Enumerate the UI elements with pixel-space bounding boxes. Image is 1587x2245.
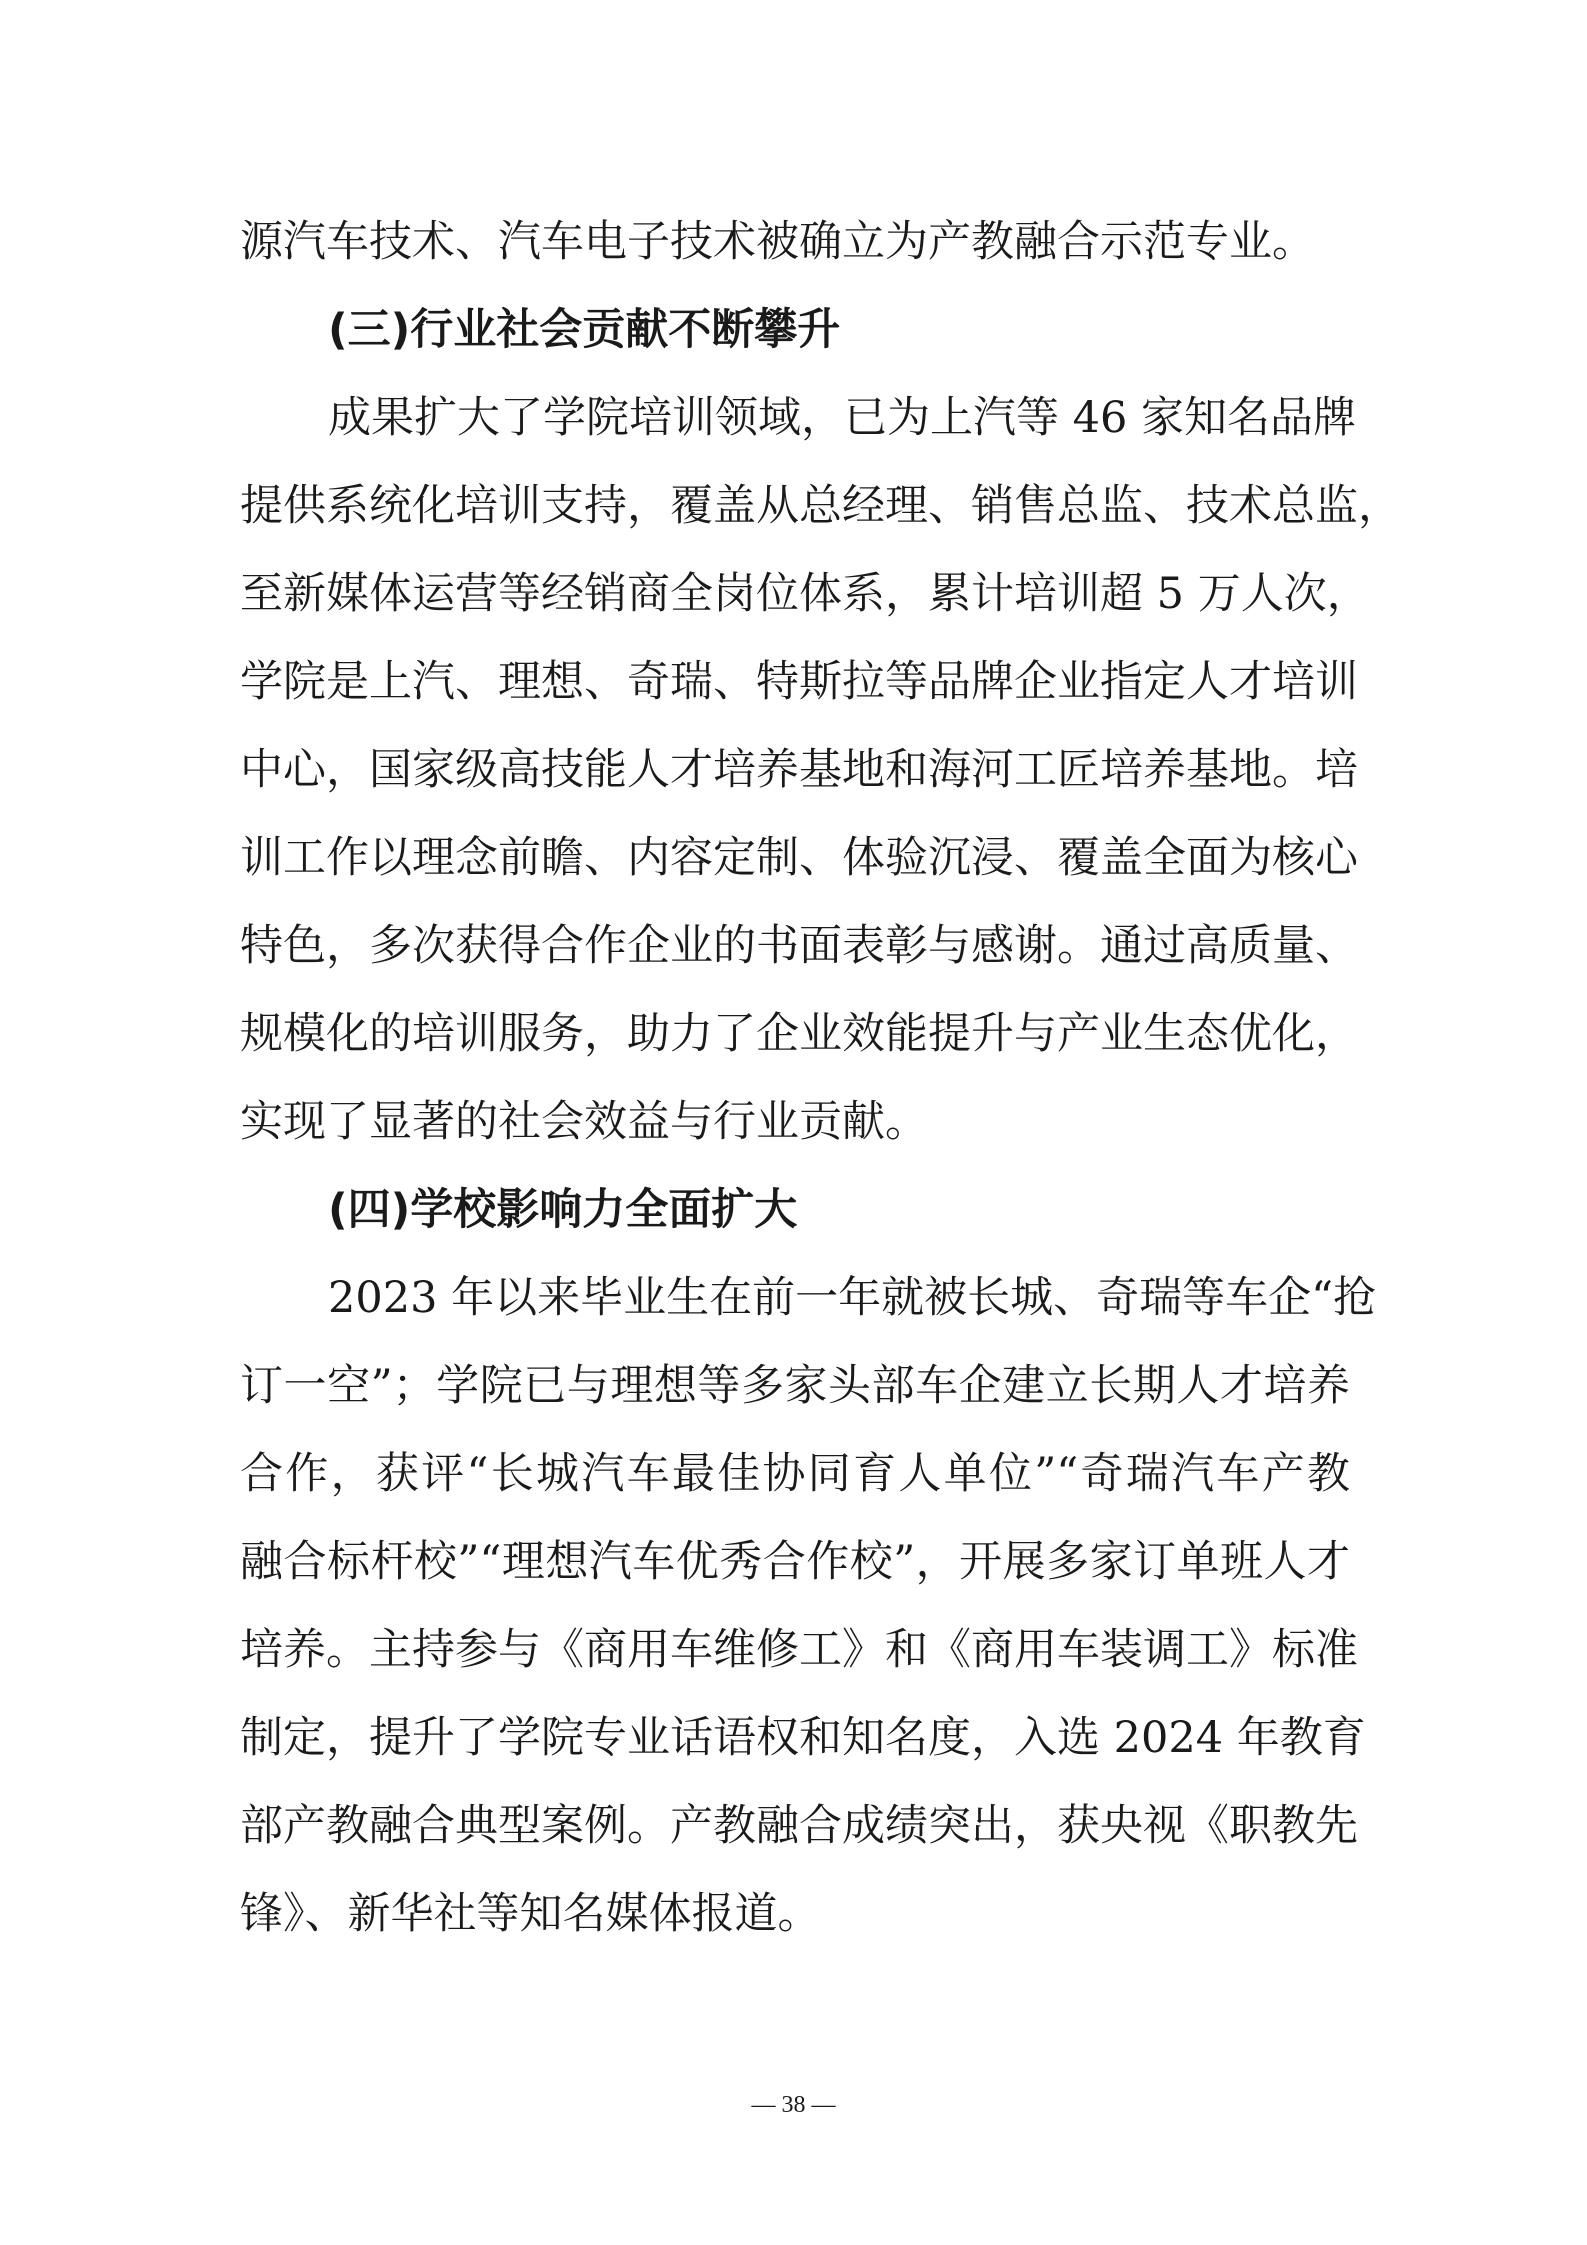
paragraph-line: 训工作以理念前瞻、内容定制、体验沉浸、覆盖全面为核心 (240, 833, 1358, 883)
paragraph-line: 中心，国家级高技能人才培养基地和海河工匠培养基地。培 (240, 745, 1358, 795)
section-heading: (四)学校影响力全面扩大 (328, 1185, 798, 1235)
document-body (240, 198, 1401, 1958)
paragraph-line: 至新媒体运营等经销商全岗位体系，累计培训超 5 万人次， (240, 569, 1370, 619)
paragraph-line: 特色，多次获得合作企业的书面表彰与感谢。通过高质量、 (240, 921, 1358, 971)
paragraph-line: 融合标杆校”“理想汽车优秀合作校”，开展多家订单班人才 (240, 1537, 1350, 1587)
paragraph-line: 订一空”；学院已与理想等多家头部车企建立长期人才培养 (240, 1361, 1350, 1411)
paragraph-line: 规模化的培训服务，助力了企业效能提升与产业生态优化， (240, 1009, 1358, 1059)
paragraph-line: 成果扩大了学院培训领域，已为上汽等 46 家知名品牌 (328, 393, 1357, 443)
paragraph-line: 锋》、新华社等知名媒体报道。 (240, 1889, 821, 1939)
page-number: — 38 — (751, 2092, 836, 2118)
paragraph-line: 实现了显著的社会效益与行业贡献。 (240, 1097, 928, 1147)
section-heading: (三)行业社会贡献不断攀升 (328, 305, 841, 355)
paragraph-line: 2023 年以来毕业生在前一年就被长城、奇瑞等车企“抢 (328, 1273, 1377, 1323)
paragraph-line: 部产教融合典型案例。产教融合成绩突出，获央视《职教先 (240, 1801, 1358, 1851)
paragraph-line: 源汽车技术、汽车电子技术被确立为产教融合示范专业。 (240, 217, 1315, 267)
paragraph-line: 学院是上汽、理想、奇瑞、特斯拉等品牌企业指定人才培训 (240, 657, 1358, 707)
paragraph-line: 培养。主持参与《商用车维修工》和《商用车装调工》标准 (240, 1625, 1358, 1675)
paragraph-line: 制定，提升了学院专业话语权和知名度，入选 2024 年教育 (240, 1713, 1366, 1763)
paragraph-line: 合作，获评“长城汽车最佳协同育人单位”“奇瑞汽车产教 (240, 1449, 1350, 1499)
paragraph-line: 提供系统化培训支持，覆盖从总经理、销售总监、技术总监， (240, 481, 1401, 531)
